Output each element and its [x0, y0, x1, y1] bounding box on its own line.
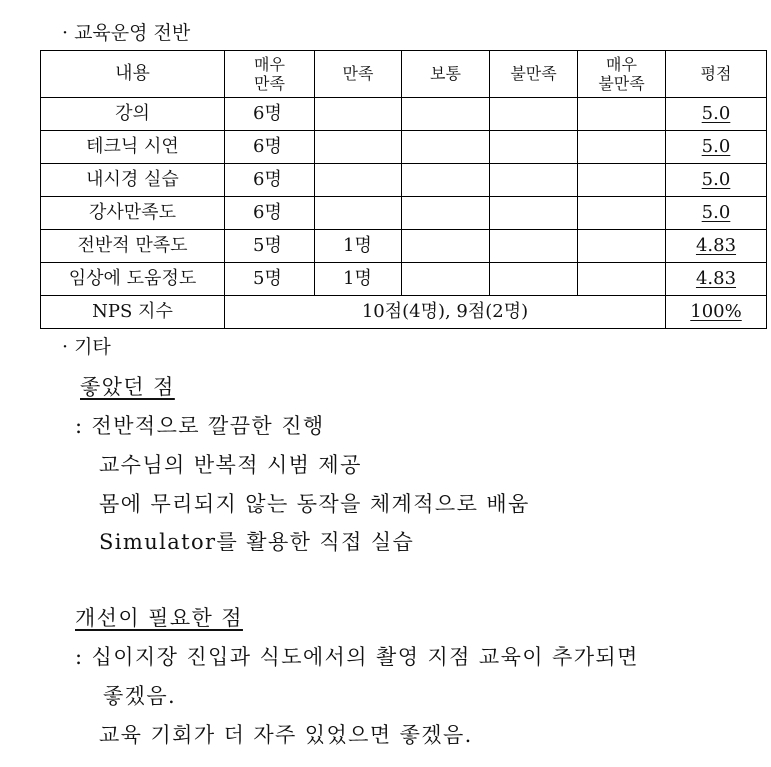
nps-score: 100%	[666, 296, 767, 329]
dissatisfied-cell	[490, 131, 578, 164]
score-cell: 5.0	[666, 131, 767, 164]
good-point-line: 몸에 무리되지 않는 동작을 체계적으로 배움	[99, 492, 530, 516]
dissatisfied-cell	[490, 164, 578, 197]
evaluation-table	[40, 50, 767, 329]
header-cell: 만족	[315, 51, 402, 98]
very-satisfied-cell: 6명	[225, 98, 315, 131]
satisfied-cell	[315, 197, 402, 230]
score-cell: 5.0	[666, 164, 767, 197]
dissatisfied-cell	[490, 98, 578, 131]
improvement-line: : 십이지장 진입과 식도에서의 촬영 지점 교육이 추가되면	[75, 645, 639, 669]
very-satisfied-cell: 5명	[225, 230, 315, 263]
table-row	[41, 230, 767, 263]
nps-label: NPS 지수	[41, 296, 225, 329]
header-cell: 매우 불만족	[578, 51, 666, 98]
satisfied-cell: 1명	[315, 263, 402, 296]
table-row	[41, 98, 767, 131]
neutral-cell	[402, 164, 490, 197]
neutral-cell	[402, 98, 490, 131]
item-cell: 전반적 만족도	[41, 230, 225, 263]
score-cell: 5.0	[666, 197, 767, 230]
section-title-operation: · 교육운영 전반	[62, 22, 191, 44]
very-satisfied-cell: 6명	[225, 164, 315, 197]
very-satisfied-cell: 5명	[225, 263, 315, 296]
very-satisfied-cell: 6명	[225, 131, 315, 164]
section-title-etc: · 기타	[62, 336, 111, 358]
table-row	[41, 164, 767, 197]
very-dissatisfied-cell	[578, 131, 666, 164]
item-cell: 내시경 실습	[41, 164, 225, 197]
good-point-line: 교수님의 반복적 시범 제공	[99, 453, 362, 477]
satisfied-cell: 1명	[315, 230, 402, 263]
nps-detail: 10점(4명), 9점(2명)	[225, 296, 666, 329]
table-row	[41, 197, 767, 230]
nps-row	[41, 296, 767, 329]
improvement-heading: 개선이 필요한 점	[75, 606, 243, 630]
table-header-row	[41, 51, 767, 98]
good-points-heading: 좋았던 점	[80, 375, 175, 399]
score-cell: 4.83	[666, 230, 767, 263]
header-cell: 보통	[402, 51, 490, 98]
very-dissatisfied-cell	[578, 164, 666, 197]
score-cell: 5.0	[666, 98, 767, 131]
neutral-cell	[402, 230, 490, 263]
good-point-line: Simulator를 활용한 직접 실습	[99, 530, 415, 554]
score-cell: 4.83	[666, 263, 767, 296]
item-cell: 강사만족도	[41, 197, 225, 230]
dissatisfied-cell	[490, 230, 578, 263]
satisfied-cell	[315, 164, 402, 197]
improvement-line: 교육 기회가 더 자주 있었으면 좋겠음.	[99, 723, 473, 747]
item-cell: 테크닉 시연	[41, 131, 225, 164]
table-row	[41, 263, 767, 296]
very-dissatisfied-cell	[578, 197, 666, 230]
very-satisfied-cell: 6명	[225, 197, 315, 230]
table-row	[41, 131, 767, 164]
good-point-line: : 전반적으로 깔끔한 진행	[75, 414, 325, 438]
header-cell: 불만족	[490, 51, 578, 98]
neutral-cell	[402, 197, 490, 230]
neutral-cell	[402, 131, 490, 164]
header-cell: 매우 만족	[225, 51, 315, 98]
dissatisfied-cell	[490, 197, 578, 230]
very-dissatisfied-cell	[578, 230, 666, 263]
header-cell: 평점	[666, 51, 767, 98]
neutral-cell	[402, 263, 490, 296]
very-dissatisfied-cell	[578, 263, 666, 296]
header-cell: 내용	[41, 51, 225, 98]
improvement-line: 좋겠음.	[103, 684, 177, 708]
item-cell: 임상에 도움정도	[41, 263, 225, 296]
satisfied-cell	[315, 131, 402, 164]
dissatisfied-cell	[490, 263, 578, 296]
very-dissatisfied-cell	[578, 98, 666, 131]
satisfied-cell	[315, 98, 402, 131]
item-cell: 강의	[41, 98, 225, 131]
